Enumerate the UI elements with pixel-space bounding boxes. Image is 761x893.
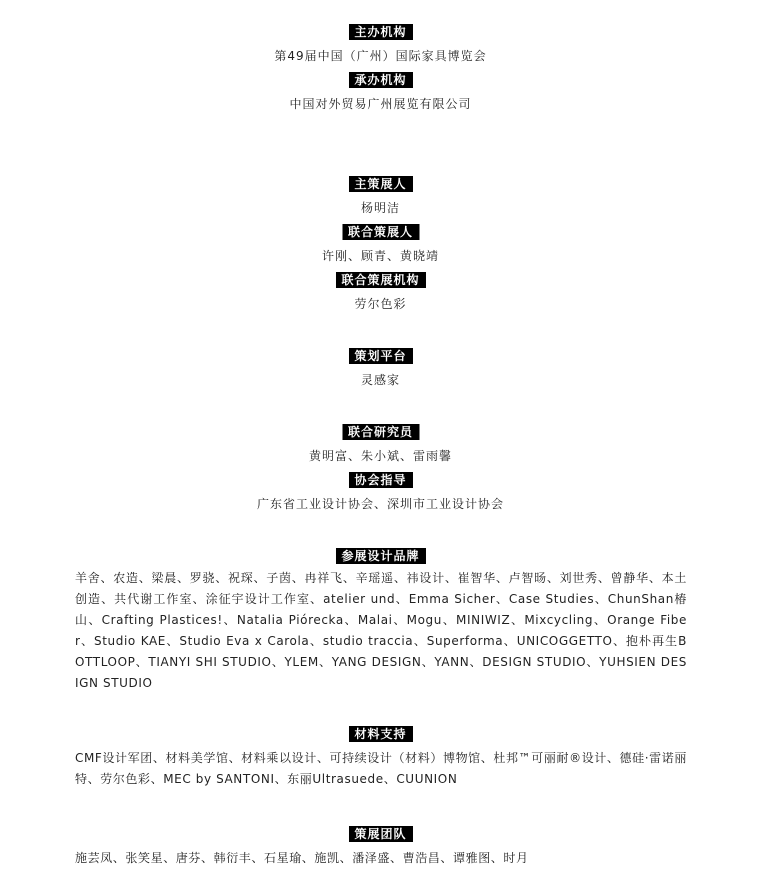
material-support-label: 材料支持 xyxy=(348,726,412,742)
association-guidance-value: 广东省工业设计协会、深圳市工业设计协会 xyxy=(256,497,504,511)
co-curators-value: 许刚、顾青、黄晓靖 xyxy=(321,249,439,263)
co-researchers-label: 联合研究员 xyxy=(342,424,419,440)
co-curating-org-label: 联合策展机构 xyxy=(335,272,425,288)
co-organizer-value: 中国对外贸易广州展览有限公司 xyxy=(289,97,472,111)
co-curators-label: 联合策展人 xyxy=(342,224,419,240)
planning-platform-label: 策划平台 xyxy=(348,348,412,364)
curatorial-team-list: 施芸凤、张笑星、唐芬、韩衍丰、石星瑜、施凯、潘泽盛、曹浩昌、谭雅图、时月 xyxy=(75,851,529,865)
association-guidance-label: 协会指导 xyxy=(348,472,412,488)
curatorial-team-label: 策展团队 xyxy=(348,826,412,842)
organizer-label: 主办机构 xyxy=(348,24,412,40)
co-researchers-value: 黄明富、朱小斌、雷雨馨 xyxy=(308,449,452,463)
brands-label: 参展设计品牌 xyxy=(335,548,425,564)
brands-list: 羊舍、农造、梁晨、罗骁、祝琛、子茵、冉祥飞、辛瑶遥、祎设计、崔智华、卢智旸、刘世秀、曾静华、本土创造、共代谢工作室、涂征宇设计工作室、atelier und、Emma Sicher、Case Studies、ChunShan椿山、Crafting Plastices!、Natalia Piórecka、Malai、Mogu、MINIWIZ、Mixcycling、Orange Fiber、Studio KAE、Studio Eva x Carola、studio traccia、Superforma、UNICOGGETTO、抱朴再生BOTTLOOP、TIANYI SHI STUDIO、YLEM、YANG DESIGN、YANN、DESIGN STUDIO、YUHSIEN DESIGN STUDIO xyxy=(75,571,687,690)
chief-curator-value: 杨明洁 xyxy=(360,201,400,215)
material-support-list: CMF设计军团、材料美学馆、材料乘以设计、可持续设计（材料）博物馆、杜邦™可丽耐®设计、德硅·雷诺丽特、劳尔色彩、MEC by SANTONI、东丽Ultrasuede、CUUNION xyxy=(75,751,687,786)
co-organizer-label: 承办机构 xyxy=(348,72,412,88)
planning-platform-value: 灵感家 xyxy=(360,373,400,387)
co-curating-org-value: 劳尔色彩 xyxy=(354,297,407,311)
organizer-value: 第49届中国（广州）国际家具博览会 xyxy=(274,49,487,63)
chief-curator-label: 主策展人 xyxy=(348,176,412,192)
